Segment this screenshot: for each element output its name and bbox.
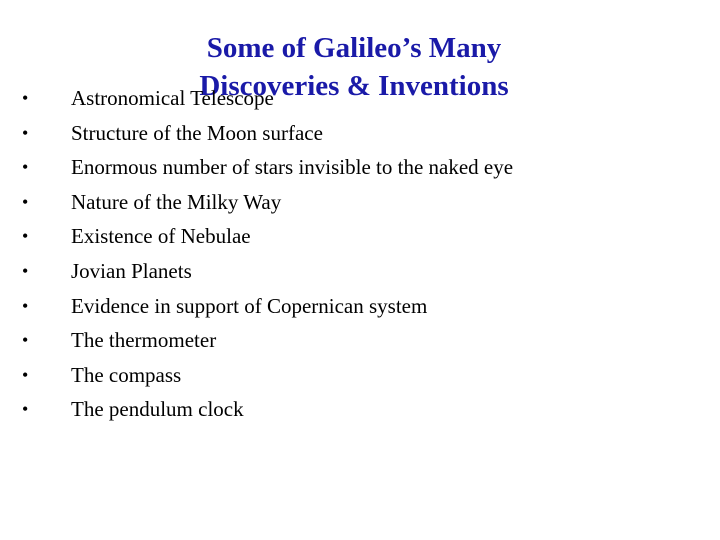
bullet-icon: • [22, 364, 29, 385]
bullet-icon: • [22, 226, 29, 247]
bullet-text: Enormous number of stars invisible to the naked eye [71, 155, 514, 180]
title-line-1: Some of Galileo’s Many [206, 32, 502, 65]
bullet-text: Nature of the Milky Way [71, 189, 282, 214]
bullet-icon: • [22, 295, 29, 316]
bullet-text: Evidence in support of Copernican system [71, 293, 428, 318]
title-line-2: Discoveries & Inventions [199, 70, 509, 103]
bullet-icon: • [22, 157, 29, 178]
bullet-text: Jovian Planets [71, 258, 192, 283]
bullet-icon: • [22, 122, 29, 143]
bullet-text: The compass [71, 362, 182, 387]
bullet-text: Existence of Nebulae [71, 224, 251, 249]
bullet-text: Astronomical Telescope [71, 86, 274, 110]
bullet-text: The thermometer [71, 328, 217, 353]
bullet-icon: • [22, 191, 29, 212]
bullet-icon: • [22, 330, 29, 351]
bullet-icon: • [22, 399, 29, 420]
bullet-icon: • [22, 260, 29, 281]
bullet-text: Structure of the Moon surface [71, 120, 323, 145]
bullet-text: The pendulum clock [71, 397, 244, 422]
bullet-icon: • [22, 88, 29, 108]
